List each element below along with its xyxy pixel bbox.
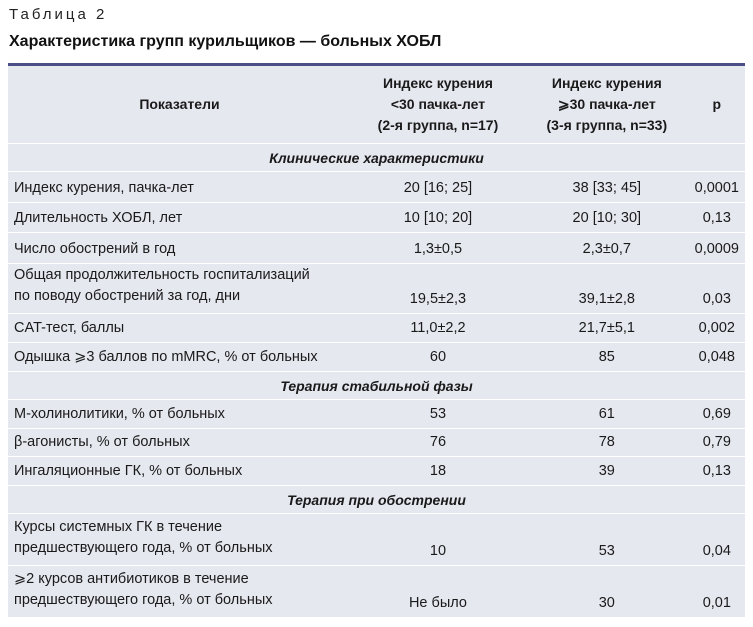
table-cell: 19,5±2,3 [351, 264, 525, 314]
table-cell [8, 264, 351, 314]
cell-text: <30 пачка-лет [390, 96, 486, 112]
table-cell: 0,0001 [689, 172, 745, 203]
table-row [8, 514, 745, 566]
table-row [8, 566, 745, 618]
table-cell: 53 [351, 400, 525, 429]
table-row [8, 314, 745, 343]
table-cell: 60 [351, 343, 525, 372]
table-cell: 0,79 [689, 429, 745, 457]
table-cell: 0,04 [689, 514, 745, 566]
table-cell: 18 [351, 457, 525, 486]
section-header [8, 144, 745, 172]
table-cell: 78 [525, 429, 689, 457]
table-cell: 53 [525, 514, 689, 566]
table-cell: 0,03 [689, 264, 745, 314]
table-row [8, 343, 745, 372]
table-cell: 0,0009 [689, 233, 745, 264]
table-cell [8, 514, 351, 566]
cell-text: (2-я группа, n=17) [377, 117, 499, 133]
table-cell: 61 [525, 400, 689, 429]
table-cell: 30 [525, 566, 689, 618]
cell-text: Общая продолжительность госпитализаций [14, 267, 310, 283]
table-row [8, 203, 745, 233]
cell-text: предшествующего года, % от больных [14, 540, 273, 556]
cell-text: Курсы системных ГК в течение [14, 519, 223, 535]
section-header [8, 486, 745, 514]
cell-text: Индекс курения [383, 75, 493, 91]
table-cell: 21,7±5,1 [525, 314, 689, 343]
table-cell: 76 [351, 429, 525, 457]
table-cell: 20 [16; 25] [351, 172, 525, 203]
table-cell: Клинические характеристики [8, 144, 745, 172]
table-cell: β-агонисты, % от больных [8, 429, 351, 457]
table-cell: 20 [10; 30] [525, 203, 689, 233]
table-cell: 11,0±2,2 [351, 314, 525, 343]
cell-text: ⩾2 курсов антибиотиков в течение [14, 571, 249, 587]
header-group2 [351, 65, 525, 144]
table-row [8, 400, 745, 429]
table-row [8, 264, 745, 314]
header-p [689, 65, 745, 144]
table-cell: 0,048 [689, 343, 745, 372]
table-cell: Терапия при обострении [8, 486, 745, 514]
cell-text: Индекс курения [551, 75, 662, 91]
table-cell: CAT-тест, баллы [8, 314, 351, 343]
table-cell: 0,01 [689, 566, 745, 618]
table-cell: Одышка ⩾3 баллов по mMRC, % от больных [8, 343, 351, 372]
table-cell: 39 [525, 457, 689, 486]
table-caption: Таблица 2 [9, 6, 108, 23]
table-cell: 10 [351, 514, 525, 566]
header-row [8, 65, 745, 144]
table-cell: М-холинолитики, % от больных [8, 400, 351, 429]
table-cell: 38 [33; 45] [525, 172, 689, 203]
data-table [8, 63, 745, 618]
cell-text: по поводу обострений за год, дни [14, 288, 241, 304]
cell-text: p [712, 96, 722, 112]
table-cell: Ингаляционные ГК, % от больных [8, 457, 351, 486]
cell-text: Показатели [139, 96, 220, 112]
table-cell: 85 [525, 343, 689, 372]
table-row [8, 172, 745, 203]
table-cell: 0,69 [689, 400, 745, 429]
table-row [8, 457, 745, 486]
table-cell: Длительность ХОБЛ, лет [8, 203, 351, 233]
table-cell: 1,3±0,5 [351, 233, 525, 264]
table-row [8, 429, 745, 457]
table-cell: 10 [10; 20] [351, 203, 525, 233]
cell-text: предшествующего года, % от больных [14, 592, 273, 608]
table-cell: 39,1±2,8 [525, 264, 689, 314]
table-cell: Не было [351, 566, 525, 618]
table-cell: Число обострений в год [8, 233, 351, 264]
table-cell: 0,13 [689, 457, 745, 486]
table-title: Характеристика групп курильщиков — больных ХОБЛ [9, 33, 442, 50]
table-cell [8, 566, 351, 618]
header-indicator [8, 65, 351, 144]
header-group3 [525, 65, 689, 144]
cell-text: (3-я группа, n=33) [546, 117, 668, 133]
table-cell: 0,002 [689, 314, 745, 343]
table-cell: 0,13 [689, 203, 745, 233]
section-header [8, 372, 745, 400]
table-cell: Терапия стабильной фазы [8, 372, 745, 400]
cell-text: ⩾30 пачка-лет [557, 96, 656, 112]
table-cell: 2,3±0,7 [525, 233, 689, 264]
table-cell: Индекс курения, пачка-лет [8, 172, 351, 203]
table-row [8, 233, 745, 264]
